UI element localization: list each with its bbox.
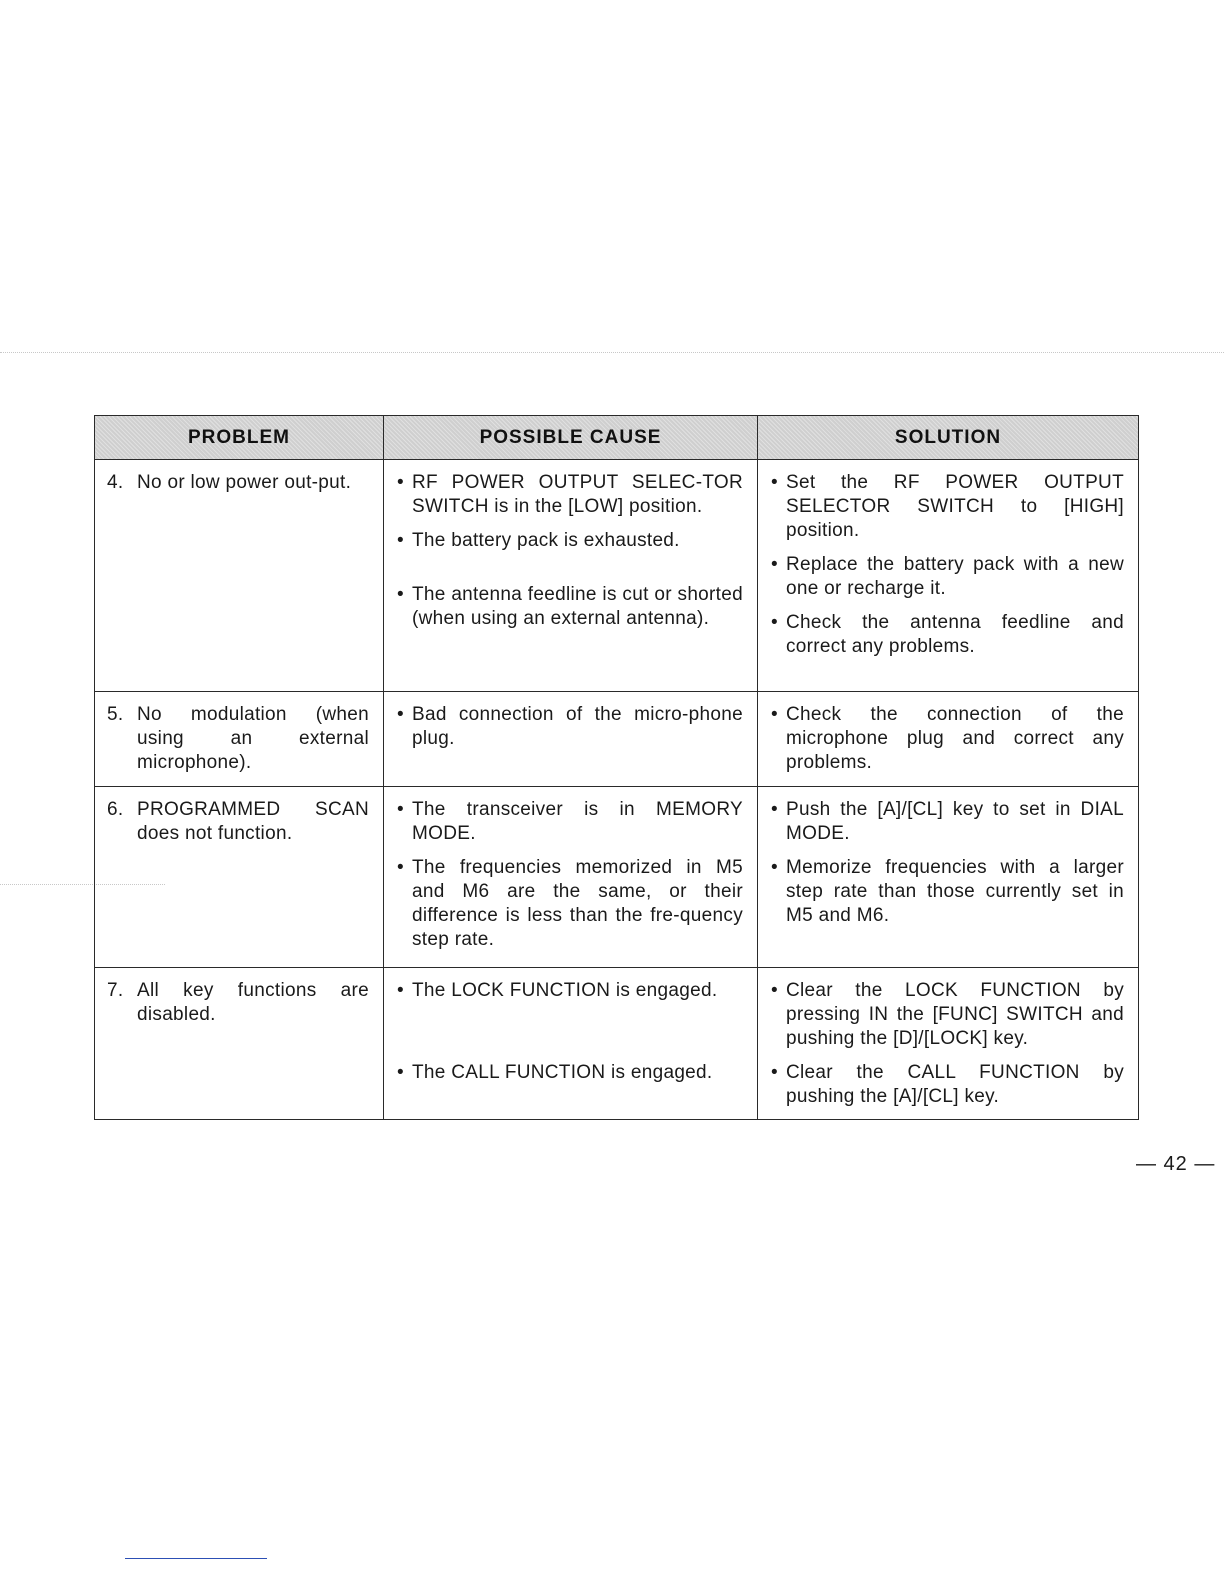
problem-cell [95, 787, 384, 968]
problem-number: 7. [107, 980, 124, 1001]
cause-item: • Bad connection of the micro-phone plug. [397, 704, 743, 749]
cause-item: • The transceiver is in MEMORY MODE. [397, 799, 743, 844]
bullet-icon: • [771, 799, 778, 820]
solution-cell [758, 968, 1139, 1120]
problem-cell [95, 692, 384, 787]
bullet-icon: • [771, 472, 778, 493]
column-header-problem: PROBLEM [95, 416, 384, 460]
solution-item: • Check the antenna feedline and correct any problems. [771, 612, 1124, 657]
problem-number: 6. [107, 799, 124, 820]
cause-cell [384, 692, 758, 787]
bullet-icon: • [771, 980, 778, 1001]
table-row [95, 692, 1139, 787]
solution-item: • Push the [A]/[CL] key to set in DIAL MODE. [771, 799, 1124, 844]
page-number: — 42 — [1136, 1153, 1216, 1175]
bullet-icon: • [771, 612, 778, 633]
bullet-icon: • [397, 980, 404, 1001]
problem-cell [95, 968, 384, 1120]
table-row [95, 968, 1139, 1120]
problem-description: 5. No modulation (when using an external microphone). [107, 704, 369, 773]
problem-description: 6. PROGRAMMED SCAN does not function. [107, 799, 369, 844]
solution-item: • Check the connection of the microphone plug and correct any problems. [771, 704, 1124, 773]
solution-item: • Replace the battery pack with a new one or recharge it. [771, 554, 1124, 599]
bullet-icon: • [397, 799, 404, 820]
cause-item: • The antenna feedline is cut or shorted (when using an external antenna). [397, 584, 743, 629]
troubleshooting-table [94, 415, 1139, 1120]
table-row [95, 460, 1139, 692]
solution-cell [758, 787, 1139, 968]
cause-cell [384, 460, 758, 692]
solution-item: • Clear the LOCK FUNCTION by pressing IN the [FUNC] SWITCH and pushing the [D]/[LOCK] key. [771, 980, 1124, 1049]
cause-item: • RF POWER OUTPUT SELEC-TOR SWITCH is in the [LOW] position. [397, 472, 743, 517]
bullet-icon: • [397, 1062, 404, 1083]
bullet-icon: • [397, 472, 404, 493]
bullet-icon: • [397, 704, 404, 725]
bullet-icon: • [397, 530, 404, 551]
scan-artifact-rule [125, 1558, 267, 1559]
solution-item: • Set the RF POWER OUTPUT SELECTOR SWITCH to [HIGH] position. [771, 472, 1124, 541]
bullet-icon: • [397, 857, 404, 878]
table-header-row [95, 416, 1139, 460]
bullet-icon: • [397, 584, 404, 605]
cause-cell [384, 787, 758, 968]
solution-cell [758, 692, 1139, 787]
cause-item: • The CALL FUNCTION is engaged. [397, 1062, 713, 1083]
problem-description: 4. No or low power out-put. [107, 472, 352, 493]
solution-item: • Clear the CALL FUNCTION by pushing the [A]/[CL] key. [771, 1062, 1124, 1107]
column-header-solution: SOLUTION [758, 416, 1139, 460]
table-row [95, 787, 1139, 968]
column-header-possible-cause: POSSIBLE CAUSE [384, 416, 758, 460]
cause-item: • The frequencies memorized in M5 and M6 are the same, or their difference is less than the fre-quency step rate. [397, 857, 743, 950]
problem-cell [95, 460, 384, 692]
scan-artifact-line [0, 352, 1224, 353]
solution-item: • Memorize frequencies with a larger step rate than those currently set in M5 and M6. [771, 857, 1124, 926]
solution-cell [758, 460, 1139, 692]
cause-item: • The LOCK FUNCTION is engaged. [397, 980, 718, 1001]
bullet-icon: • [771, 554, 778, 575]
bullet-icon: • [771, 704, 778, 725]
cause-cell [384, 968, 758, 1120]
problem-number: 5. [107, 704, 124, 725]
problem-number: 4. [107, 472, 124, 493]
bullet-icon: • [771, 1062, 778, 1083]
bullet-icon: • [771, 857, 778, 878]
cause-item: • The battery pack is exhausted. [397, 530, 680, 551]
problem-description: 7. All key functions are disabled. [107, 980, 369, 1025]
